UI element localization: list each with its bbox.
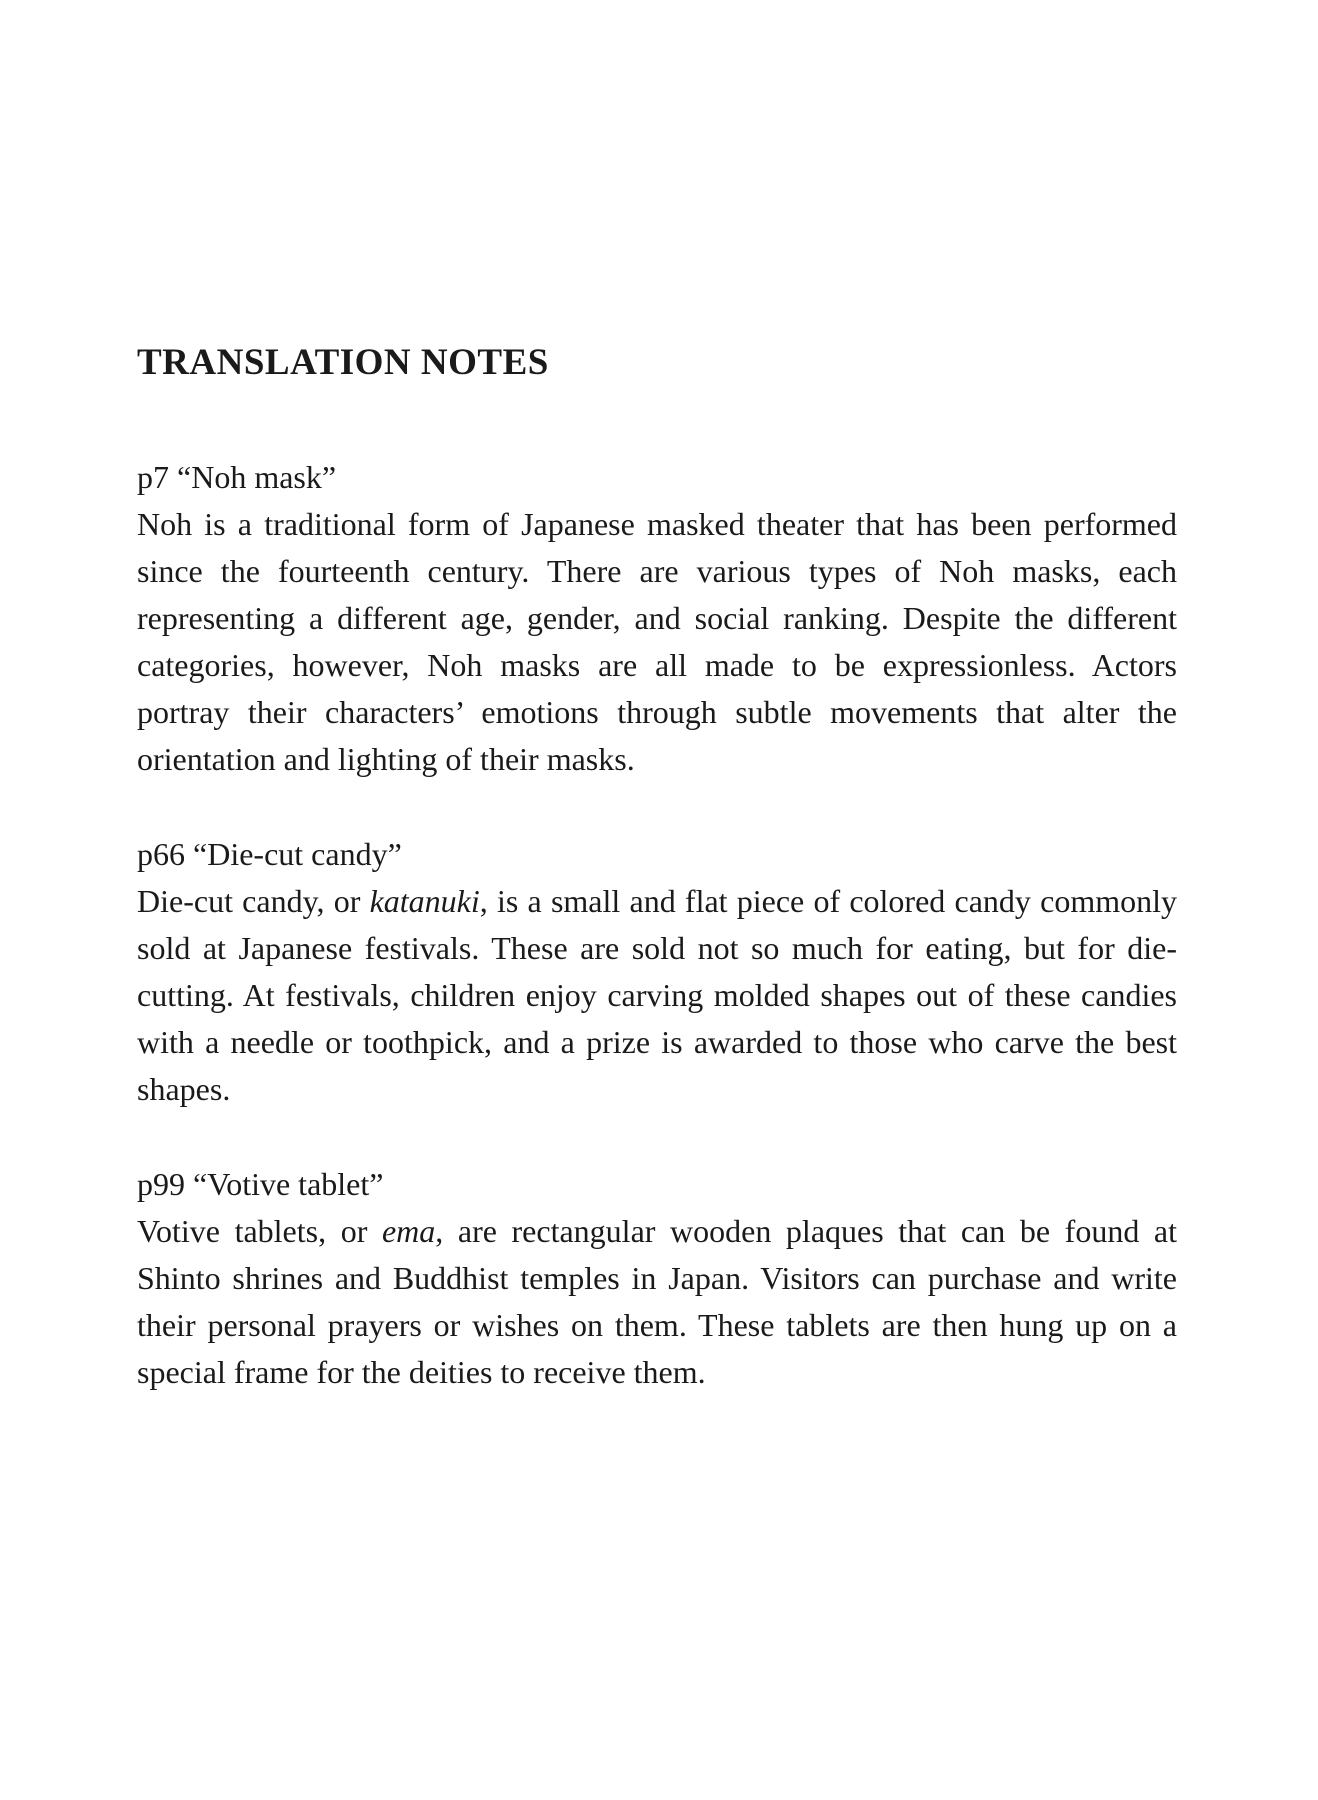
note-heading: p66 “Die-cut candy” [137, 836, 402, 872]
document-page [137, 340, 1177, 1444]
note-body-text: Votive tablets, or [137, 1213, 382, 1249]
note-body-text: , is a small and flat piece of colored candy commonly sold at Japanese festivals. These are sold not so much for eating, but for die-cutting. At festivals, children enjoy carving molded shapes out of these candies with a needle or toothpick, and a prize is awarded to those who carve the best shapes. [137, 883, 1178, 1107]
note-body-text: , are rectangular wooden plaques that can be found at Shinto shrines and Buddhist temples in Japan. Visitors can purchase and write their personal prayers or wishes on them. These tablets are then hung up on a special frame for the deities to receive them. [137, 1213, 1178, 1390]
note-body-text: Die-cut candy, or [137, 883, 370, 919]
note-body [137, 1208, 1177, 1396]
note-term-italic: ema [381, 1213, 436, 1249]
note-body [137, 878, 1177, 1113]
note-noh-mask [137, 454, 1177, 783]
note-heading: p7 “Noh mask” [137, 459, 337, 495]
note-body [137, 501, 1177, 783]
note-votive-tablet [137, 1161, 1177, 1396]
page-title: TRANSLATION NOTES [137, 342, 549, 383]
note-heading: p99 “Votive tablet” [137, 1166, 384, 1202]
note-term-italic: katanuki [369, 883, 480, 919]
note-body-text: Noh is a traditional form of Japanese masked theater that has been performed since the fourteenth century. There are various types of Noh masks, each representing a different age, gender, and social ranking. Despite the different categories, however, Noh masks are all made to be expressionless. Actors portray their characters’ emotions through subtle movements that alter the orientation and lighting of their masks. [137, 506, 1177, 777]
note-die-cut-candy [137, 831, 1177, 1113]
